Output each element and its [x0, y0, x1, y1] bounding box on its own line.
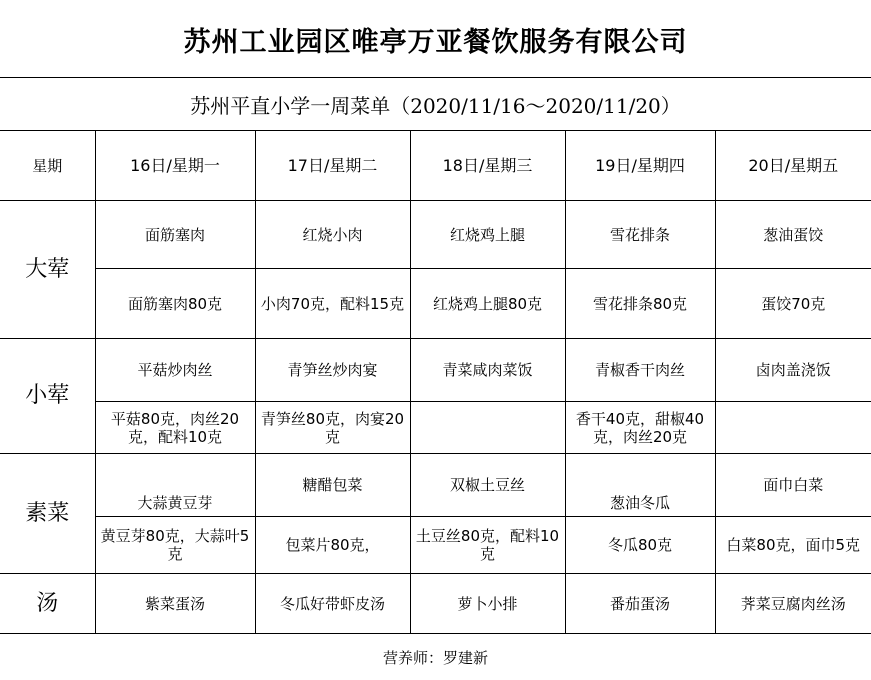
dish-cell: 紫菜蛋汤 — [95, 574, 255, 634]
portion-cell: 蛋饺70克 — [715, 269, 871, 339]
portion-cell — [715, 402, 871, 454]
table-row — [0, 339, 871, 402]
dish-cell: 葱油蛋饺 — [715, 201, 871, 269]
dish-cell: 双椒土豆丝 — [410, 454, 565, 517]
portion-cell: 平菇80克，肉丝20克，配料10克 — [95, 402, 255, 454]
dish-cell: 面巾白菜 — [715, 454, 871, 517]
dish-cell: 大蒜黄豆芽 — [95, 454, 255, 517]
portion-cell: 小肉70克，配料15克 — [255, 269, 410, 339]
table-row — [0, 402, 871, 454]
table-row — [0, 269, 871, 339]
day-header-thu: 19日/星期四 — [565, 131, 715, 201]
table-row — [0, 454, 871, 517]
table-row — [0, 131, 871, 201]
table-row — [0, 201, 871, 269]
day-header-wed: 18日/星期三 — [410, 131, 565, 201]
dish-cell: 面筋塞肉 — [95, 201, 255, 269]
dish-cell: 萝卜小排 — [410, 574, 565, 634]
category-cell: 小荤 — [0, 339, 95, 454]
dish-cell: 红烧鸡上腿 — [410, 201, 565, 269]
nutritionist-credit: 营养师：罗建新 — [382, 648, 488, 667]
portion-cell: 雪花排条80克 — [565, 269, 715, 339]
dish-cell: 葱油冬瓜 — [565, 454, 715, 517]
dish-cell: 冬瓜好带虾皮汤 — [255, 574, 410, 634]
category-cell: 汤 — [0, 574, 95, 634]
table-row — [0, 574, 871, 634]
dish-cell: 青椒香干肉丝 — [565, 339, 715, 402]
weekly-menu-table — [0, 130, 871, 634]
portion-cell: 包菜片80克， — [255, 517, 410, 574]
dish-cell: 卤肉盖浇饭 — [715, 339, 871, 402]
dish-cell: 青菜咸肉菜饭 — [410, 339, 565, 402]
portion-cell: 面筋塞肉80克 — [95, 269, 255, 339]
category-cell: 素菜 — [0, 454, 95, 574]
dish-cell: 糖醋包菜 — [255, 454, 410, 517]
portion-cell: 黄豆芽80克，大蒜叶5克 — [95, 517, 255, 574]
category-cell: 大荤 — [0, 201, 95, 339]
dish-cell: 雪花排条 — [565, 201, 715, 269]
portion-cell: 青笋丝80克，肉宴20克 — [255, 402, 410, 454]
dish-cell: 青笋丝炒肉宴 — [255, 339, 410, 402]
dish-cell: 荠菜豆腐肉丝汤 — [715, 574, 871, 634]
portion-cell: 冬瓜80克 — [565, 517, 715, 574]
portion-cell — [410, 402, 565, 454]
portion-cell: 白菜80克，面巾5克 — [715, 517, 871, 574]
menu-title: 苏州平直小学一周菜单（2020/11/16～2020/11/20） — [190, 93, 681, 118]
dish-cell: 红烧小肉 — [255, 201, 410, 269]
day-header-tue: 17日/星期二 — [255, 131, 410, 201]
day-header-fri: 20日/星期五 — [715, 131, 871, 201]
portion-cell: 红烧鸡上腿80克 — [410, 269, 565, 339]
company-name: 苏州工业园区唯亭万亚餐饮服务有限公司 — [183, 26, 688, 58]
weekday-header-label: 星期 — [0, 131, 95, 201]
portion-cell: 土豆丝80克，配料10克 — [410, 517, 565, 574]
day-header-mon: 16日/星期一 — [95, 131, 255, 201]
dish-cell: 平菇炒肉丝 — [95, 339, 255, 402]
portion-cell: 香干40克，甜椒40克，肉丝20克 — [565, 402, 715, 454]
dish-cell: 番茄蛋汤 — [565, 574, 715, 634]
table-row — [0, 517, 871, 574]
